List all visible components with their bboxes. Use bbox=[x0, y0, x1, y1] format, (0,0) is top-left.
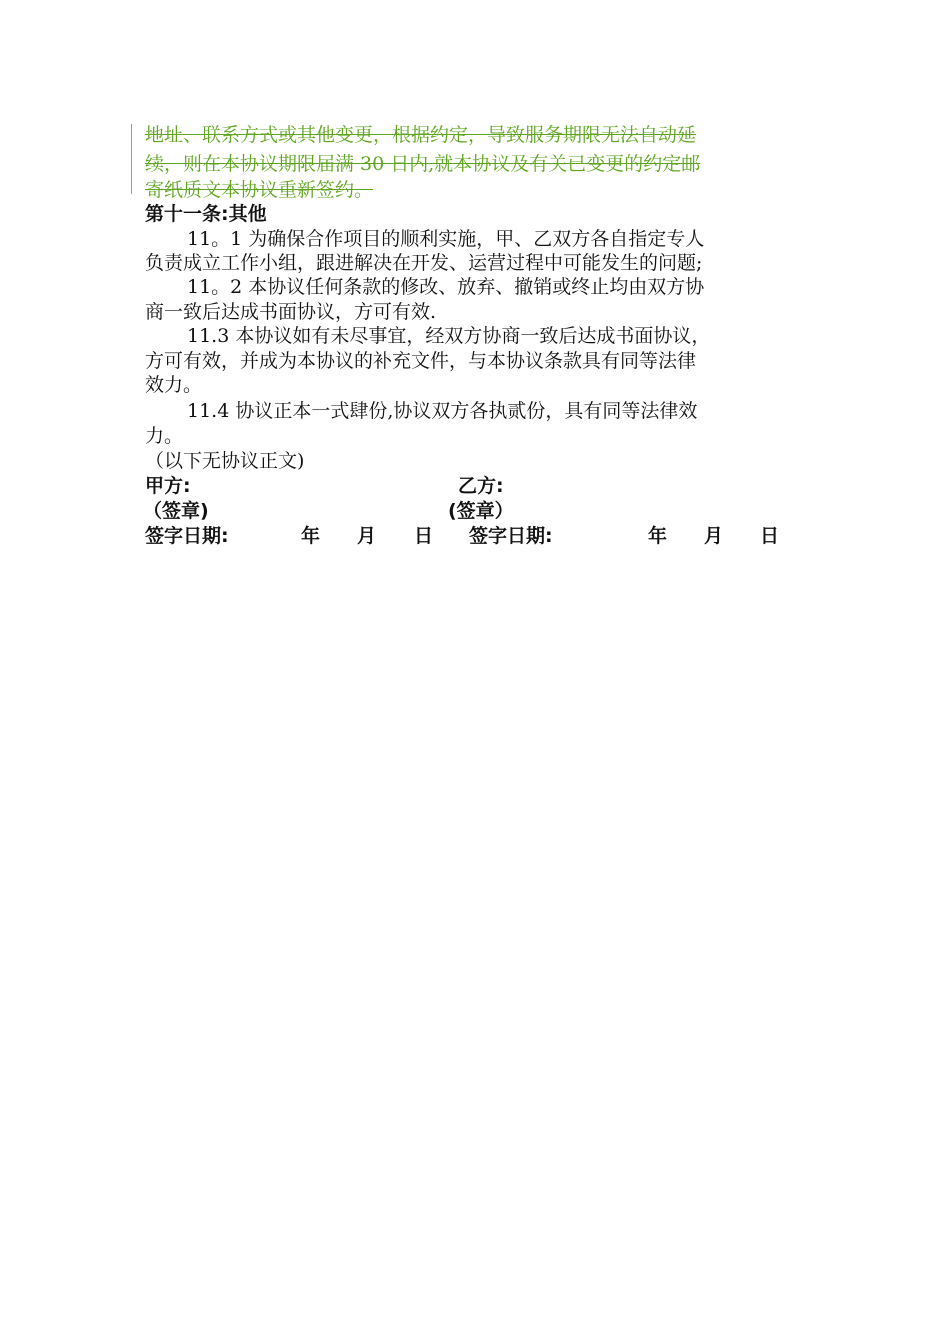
deleted-text-line-1: 地址、联系方式或其他变更，根据约定，导致服务期限无法自动延 bbox=[145, 124, 697, 146]
clause-11-1-line-1: 11。1 为确保合作项目的顺利实施，甲、乙双方各自指定专人 bbox=[187, 228, 705, 250]
clause-11-4-line-1: 11.4 协议正本一式肆份,协议双方各执贰份，具有同等法律效 bbox=[187, 400, 698, 422]
article-heading: 第十一条:其他 bbox=[145, 203, 267, 225]
clause-11-3-line-1: 11.3 本协议如有未尽事宜，经双方协商一致后达成书面协议， bbox=[187, 325, 711, 347]
party-b-date-month: 月 bbox=[704, 525, 724, 547]
end-of-text-note: （以下无协议正文) bbox=[145, 450, 305, 472]
party-b-date-year: 年 bbox=[648, 525, 668, 547]
clause-11-3-line-3: 效力。 bbox=[145, 374, 203, 396]
clause-11-1-line-2: 负责成立工作小组，跟进解决在开发、运营过程中可能发生的问题; bbox=[145, 252, 703, 274]
party-a-date-day: 日 bbox=[414, 525, 434, 547]
party-a-date-year: 年 bbox=[301, 525, 321, 547]
party-a-label: 甲方: bbox=[145, 475, 191, 497]
party-b-date-day: 日 bbox=[760, 525, 780, 547]
clause-11-3-line-2: 方可有效，并成为本协议的补充文件，与本协议条款具有同等法律 bbox=[145, 350, 697, 372]
party-a-date-label: 签字日期: bbox=[145, 525, 229, 547]
deleted-text-line-2: 续，则在本协议期限届满 30 日内,就本协议及有关已变更的约定邮 bbox=[145, 153, 701, 175]
party-b-seal: (签章） bbox=[448, 500, 514, 522]
party-a-date-month: 月 bbox=[357, 525, 377, 547]
clause-11-2-line-1: 11。2 本协议任何条款的修改、放弃、撤销或终止均由双方协 bbox=[187, 276, 705, 298]
party-b-date-label: 签字日期: bbox=[469, 525, 553, 547]
revision-change-bar bbox=[131, 124, 132, 194]
party-b-label: 乙方: bbox=[458, 475, 504, 497]
clause-11-4-line-2: 力。 bbox=[145, 425, 184, 447]
deleted-text-line-3: 寄纸质文本协议重新签约。 bbox=[145, 179, 374, 201]
clause-11-2-line-2: 商一致后达成书面协议，方可有效. bbox=[145, 301, 437, 323]
party-a-seal: （签章) bbox=[143, 500, 209, 522]
